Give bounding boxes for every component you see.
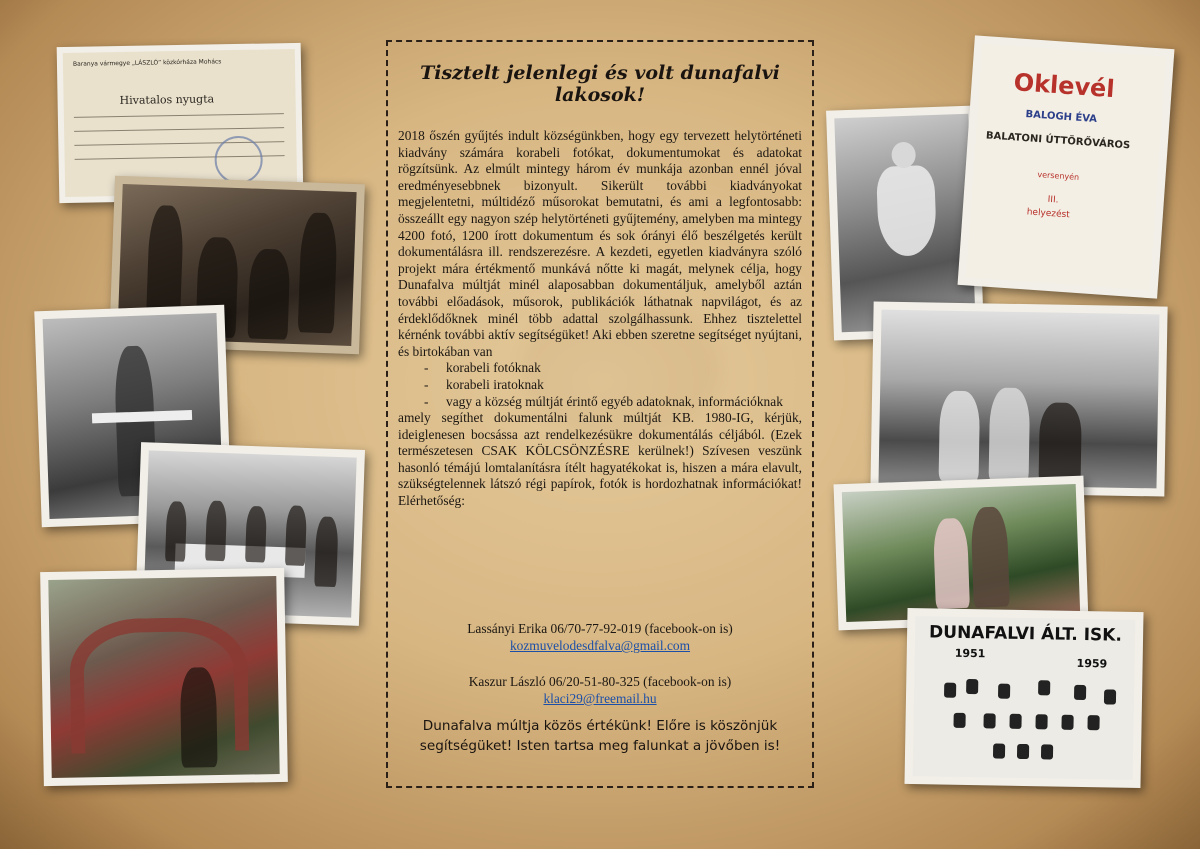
photo-school-tableau [904,608,1143,788]
list-item-text: korabeli iratoknak [446,376,544,392]
portrait [1104,689,1116,704]
portrait [953,713,965,728]
dress [876,165,937,257]
portrait [1041,744,1053,759]
diploma-place: III. [1047,194,1059,206]
figure [1039,402,1082,483]
diploma-event: BALATONI ÚTTÖRŐVÁROS [985,130,1131,152]
portrait [1038,680,1050,695]
intro-paragraph: 2018 őszén gyűjtés indult községünkben, hogy egy tervezett helytörténeti kiadvány számára korabeli fotókat, dokumentumokat és adatokat rögzítsünk. Az elmúlt mintegy három év munkája azonban ennél jóval eredményesebbnek bizonyult. Sikerült további kiadványokat megjelentetni, múltidéző műsorokat bemutatni, és ami a legfontosabb: összeállt egy nagyon szép helytörténeti gyűjtemény, amelyben ma mintegy 4200 fotó, 1200 írott dokumentum és sok órányi élő beszélgetés került dokumentálásra ill. rendszerezésre. A kezdeti, egyetlen kiadványra szóló projekt mára értékmentő munkává nőtte ki magát, melynek célja, hogy Dunafalva múltját minél alaposabban dokumentáljuk, amelyből aztán további előadások, műsorok, publikációk láthatnak napvilágot, és az érdeklődőknek minél több adattal szolgálhassunk. Ehhez tisztelettel kérnénk további aktív segítségüket! Aki ebben szeretne segítséget nyújtani, és birtokában van [398,128,802,359]
list-item [398,360,802,377]
receipt-title: Hivatalos nyugta [119,92,215,108]
appeal-body [398,128,802,510]
receipt-line [74,113,284,118]
list-item [398,377,802,394]
portrait [1009,714,1021,729]
list-item [398,394,802,411]
stamp-seal-icon [214,136,263,185]
after-paragraph: amely segíthet dokumentálni falunk múltját KB. 1980-IG, kérjük, ideiglenesen bocsássa azt rendelkezésükre dokumentálás céljából. (Ezek természetesen CSAK KÖLCSÖNZÉSRE kerülnek!) Szívesen veszünk hasonló témájú lomtalanításra ítélt hagyatékokat is, hiszen a mára elavult, szükségtelennek látszó régi papírok, fotók is hordozhatnak információkat! Elérhetőség: [398,410,802,509]
figure [165,501,187,562]
figure [180,667,218,768]
table [92,410,192,423]
list-dash: - [424,360,429,376]
portrait [1061,715,1073,730]
figure [989,387,1031,482]
diploma-image [966,44,1166,290]
diploma-word: helyezést [1026,207,1071,221]
figure [205,500,227,561]
couple-garden-image [842,484,1080,622]
diploma-name: BALOGH ÉVA [1025,109,1098,126]
page-title: Tisztelt jelenlegi és volt dunafalvi lakosok! [420,62,780,106]
receipt-line [74,127,284,132]
diploma-sub: versenyén [1037,170,1080,182]
closing-line-1: Dunafalva múltja közös értékünk! Előre is köszönjük [422,718,778,734]
photo-flower-arch [40,568,288,786]
figure [245,506,267,563]
list-item-text: korabeli fotóknak [446,360,541,376]
closing-text [386,716,814,756]
portrait [983,713,995,728]
photo-diploma [958,35,1175,298]
portrait [998,684,1010,699]
diploma-title: Oklevél [1012,68,1116,104]
photo-couple-garden [834,476,1089,631]
portrait [944,683,956,698]
portrait [1087,715,1099,730]
portrait [1017,744,1029,759]
school-title: DUNAFALVI ÁLT. ISK. [928,622,1123,646]
school-year-end: 1959 [1076,656,1108,671]
figure [247,248,290,339]
receipt-county: Baranya vármegye „LÁSZLÓ” közkórháza Mohács [72,58,222,68]
figure [939,391,981,482]
list-item-text: vagy a község múltját érintő egyéb adatoknak, információknak [446,393,783,409]
men-outside-image [879,310,1160,489]
school-year-start: 1951 [954,646,986,661]
figure [314,516,338,587]
arch [69,617,249,754]
closing-line-2: segítségüket! Isten tartsa meg falunkat a jövőben is! [419,738,781,754]
portrait [993,743,1005,758]
contact-erika [386,620,814,654]
flower-arch-image [48,576,279,778]
portrait [1035,714,1047,729]
portrait [1074,685,1086,700]
item-list [398,360,802,410]
school-tableau-image [913,616,1136,780]
photo-men-outside [870,301,1167,496]
email-link-erika[interactable]: kozmuvelodesdfalva@gmail.com [509,638,691,653]
figure [970,506,1009,607]
figure [298,212,338,333]
head [891,142,916,169]
contact-laszlo [386,673,814,707]
portrait [966,679,978,694]
email-link-laszlo[interactable]: klaci29@freemail.hu [543,691,657,706]
list-dash: - [424,393,429,409]
contact-line: Kaszur László 06/20-51-80-325 (facebook-on is) [468,674,732,689]
list-dash: - [424,376,429,392]
figure [285,505,307,566]
receipt-image [63,49,297,197]
contact-line: Lassányi Erika 06/70-77-92-019 (facebook-on is) [467,621,733,636]
figure [933,518,970,609]
girl-costume-image [834,114,975,333]
